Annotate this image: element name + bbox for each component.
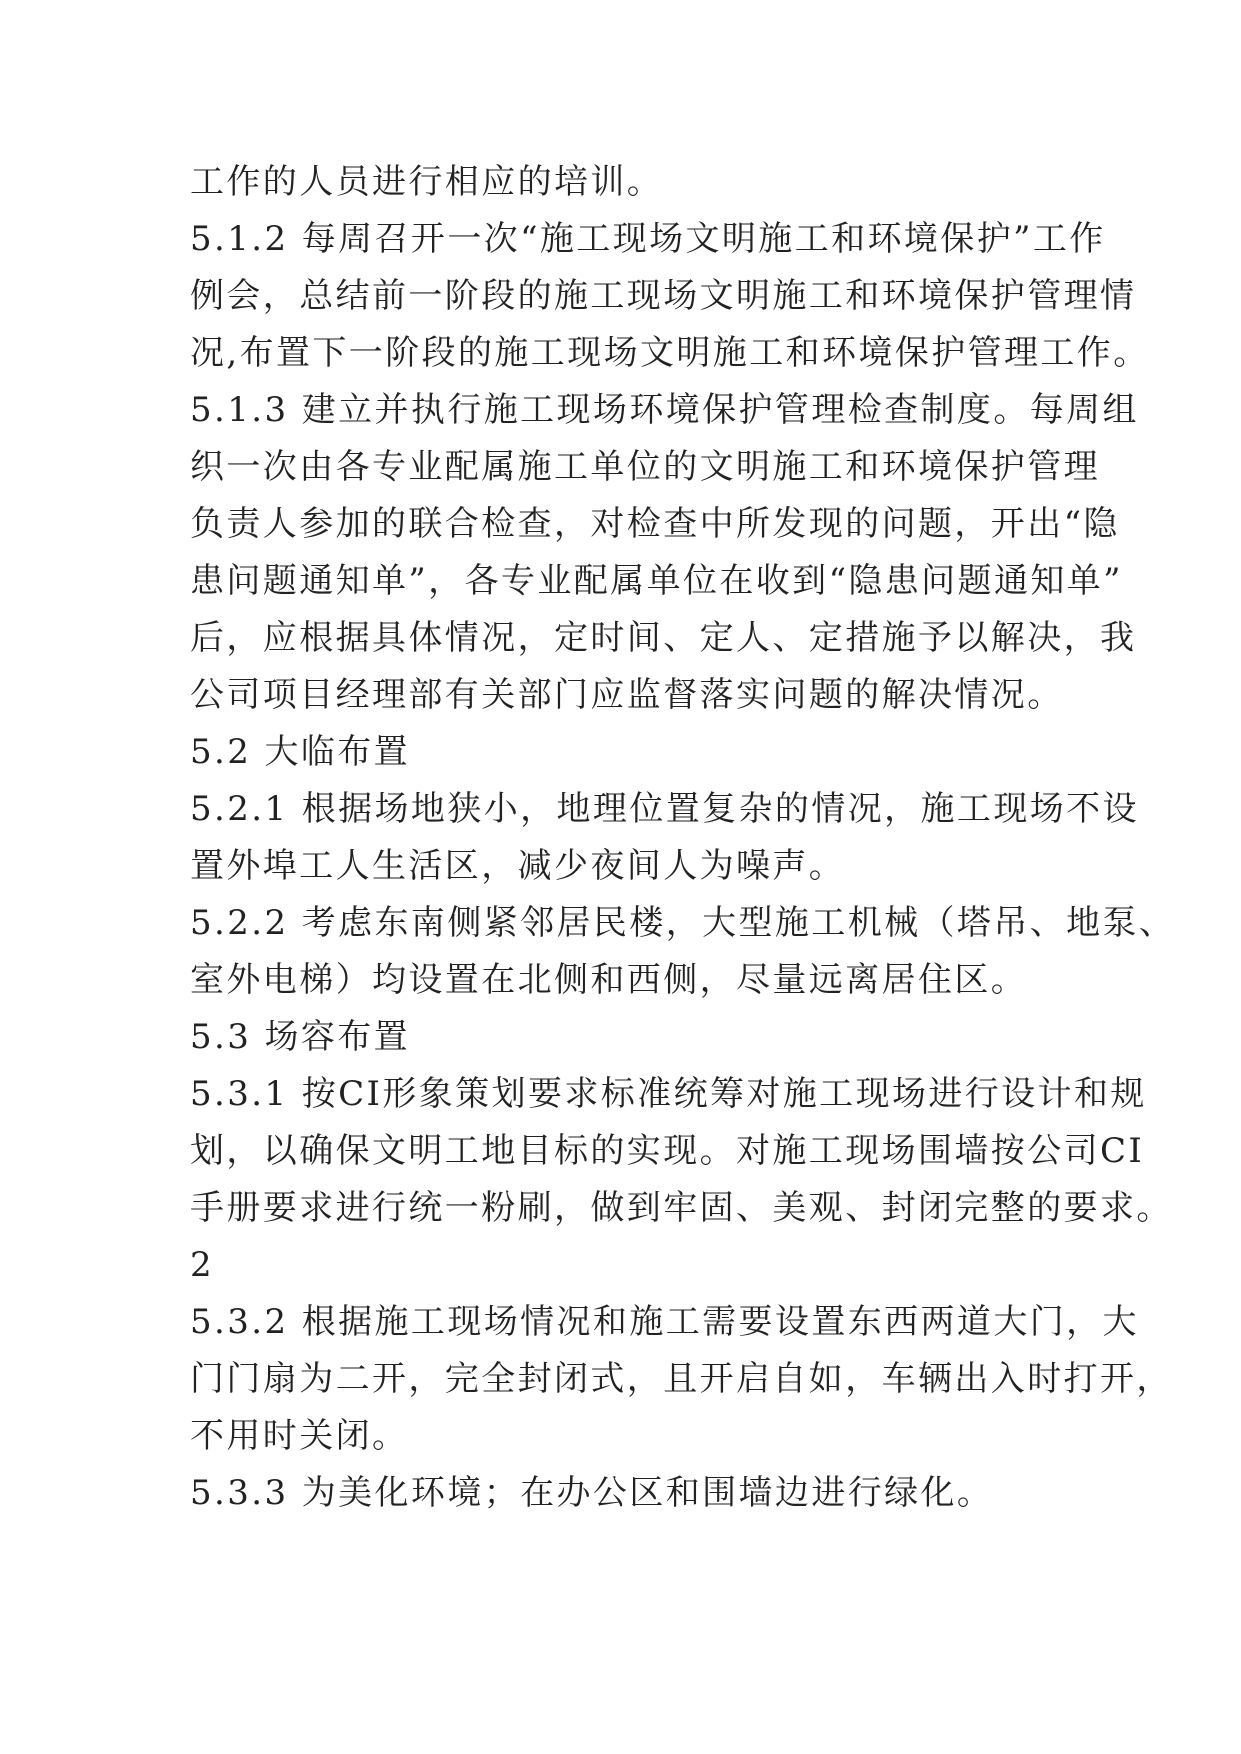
page-number: 2 [190, 1245, 215, 1285]
text-line: 置外埠工人生活区，减少夜间人为噪声。 [190, 846, 846, 886]
text-line: 负责人参加的联合检查，对检查中所发现的问题，开出“隐 [190, 504, 1120, 544]
text-line: 5.2.1 根据场地狭小，地理位置复杂的情况，施工现场不设 [190, 789, 1139, 829]
text-line: 后，应根据具体情况，定时间、定人、定措施予以解决，我 [190, 618, 1137, 658]
text-line: 5.3.1 按CI形象策划要求标准统筹对施工现场进行设计和规 [190, 1074, 1147, 1114]
text-line: 手册要求进行统一粉刷，做到牢固、美观、封闭完整的要求。 [190, 1188, 1173, 1228]
text-line: 工作的人员进行相应的培训。 [190, 162, 664, 202]
text-line: 况,布置下一阶段的施工现场文明施工和环境保护管理工作。 [190, 333, 1150, 373]
text-line: 5.3.3 为美化环境；在办公区和围墙边进行绿化。 [190, 1473, 994, 1513]
text-line: 5.2.2 考虑东南侧紧邻居民楼，大型施工机械（塔吊、地泵、 [190, 903, 1176, 943]
text-line: 门门扇为二开，完全封闭式，且开启自如，车辆出入时打开， [190, 1359, 1173, 1399]
text-line: 例会，总结前一阶段的施工现场文明施工和环境保护管理情 [190, 276, 1137, 316]
text-line: 织一次由各专业配属施工单位的文明施工和环境保护管理 [190, 447, 1100, 487]
text-line: 室外电梯）均设置在北侧和西侧，尽量远离居住区。 [190, 960, 1028, 1000]
text-line: 患问题通知单”，各专业配属单位在收到“隐患问题通知单” [190, 561, 1123, 601]
text-line: 公司项目经理部有关部门应监督落实问题的解决情况。 [190, 675, 1064, 715]
text-line: 不用时关闭。 [190, 1416, 409, 1456]
text-line: 5.3.2 根据施工现场情况和施工需要设置东西两道大门，大 [190, 1302, 1139, 1342]
text-line: 5.1.2 每周召开一次“施工现场文明施工和环境保护”工作 [190, 219, 1106, 259]
section-heading: 5.3 场容布置 [190, 1017, 411, 1057]
text-line: 5.1.3 建立并执行施工现场环境保护管理检查制度。每周组 [190, 390, 1139, 430]
text-line: 划，以确保文明工地目标的实现。对施工现场围墙按公司CI [190, 1131, 1145, 1171]
section-heading: 5.2 大临布置 [190, 732, 411, 772]
